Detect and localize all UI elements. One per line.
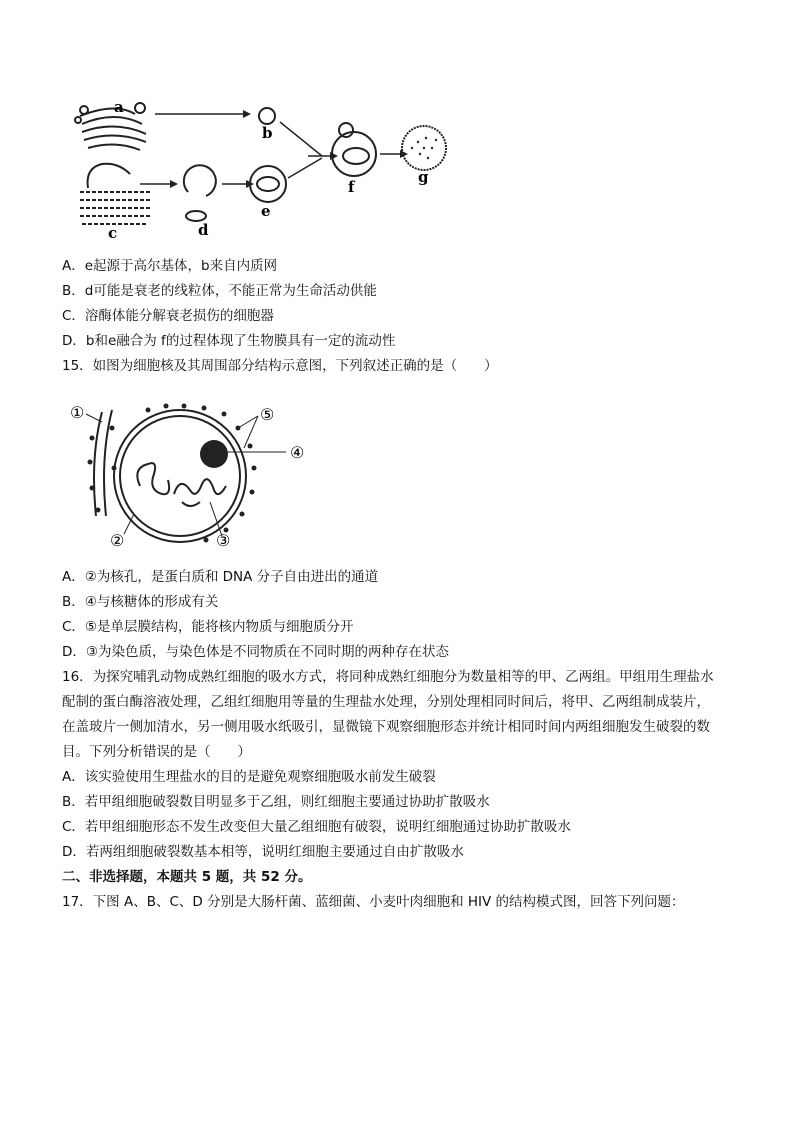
q15-option-c: C．⑤是单层膜结构，能将核内物质与细胞质分开	[62, 619, 354, 635]
q15-stem: 15．如图为细胞核及其周围部分结构示意图，下列叙述正确的是（ ）	[62, 358, 498, 374]
label-e: e	[261, 202, 271, 220]
q17-stem: 17．下图 A、B、C、D 分别是大肠杆菌、蓝细菌、小麦叶肉细胞和 HIV 的结构模式图，回答下列问题：	[62, 894, 685, 910]
q16-option-b: B．若甲组细胞破裂数目明显多于乙组，则红细胞主要通过协助扩散吸水	[62, 794, 490, 810]
label-5: ⑤	[260, 405, 275, 424]
section-heading: 二、非选择题，本题共 5 题，共 52 分。	[62, 869, 312, 885]
q16-stem-line4: 目。下列分析错误的是（ ）	[62, 744, 251, 760]
label-3: ③	[216, 531, 231, 550]
label-b: b	[262, 124, 273, 142]
q14-option-b: B．d可能是衰老的线粒体，不能正常为生命活动供能	[62, 283, 377, 299]
q16-option-a: A．该实验使用生理盐水的目的是避免观察细胞吸水前发生破裂	[62, 769, 436, 785]
label-c: c	[108, 224, 118, 242]
q15-option-b: B．④与核糖体的形成有关	[62, 594, 219, 610]
q15-option-d: D．③为染色质，与染色体是不同物质在不同时期的两种存在状态	[62, 644, 449, 660]
q14-option-c: C．溶酶体能分解衰老损伤的细胞器	[62, 308, 274, 324]
q16-option-c: C．若甲组细胞形态不发生改变但大量乙组细胞有破裂，说明红细胞通过协助扩散吸水	[62, 819, 571, 835]
label-1: ①	[70, 403, 85, 422]
q16-option-d: D．若两组细胞破裂数基本相等，说明红细胞主要通过自由扩散吸水	[62, 844, 464, 860]
label-f: f	[348, 178, 355, 196]
figure-nucleus	[62, 398, 322, 553]
label-2: ②	[110, 531, 125, 550]
figure-autophagy	[60, 92, 480, 242]
label-d: d	[198, 221, 209, 239]
q16-stem-line3: 在盖玻片一侧加清水，另一侧用吸水纸吸引，显微镜下观察细胞形态并统计相同时间内两组细胞发生破裂的数	[62, 719, 710, 735]
label-4: ④	[290, 443, 305, 462]
q16-stem-line2: 配制的蛋白酶溶液处理，乙组红细胞用等量的生理盐水处理，分别处理相同时间后，将甲、乙两组制成装片，	[62, 694, 710, 710]
label-g: g	[418, 168, 429, 186]
label-a: a	[114, 98, 124, 116]
q14-option-d: D．b和e融合为 f的过程体现了生物膜具有一定的流动性	[62, 333, 396, 349]
q16-stem-line1: 16．为探究哺乳动物成熟红细胞的吸水方式，将同种成熟红细胞分为数量相等的甲、乙两组。甲组用生理盐水	[62, 669, 714, 685]
q15-option-a: A．②为核孔，是蛋白质和 DNA 分子自由进出的通道	[62, 569, 379, 585]
q14-option-a: A．e起源于高尔基体，b来自内质网	[62, 258, 278, 274]
